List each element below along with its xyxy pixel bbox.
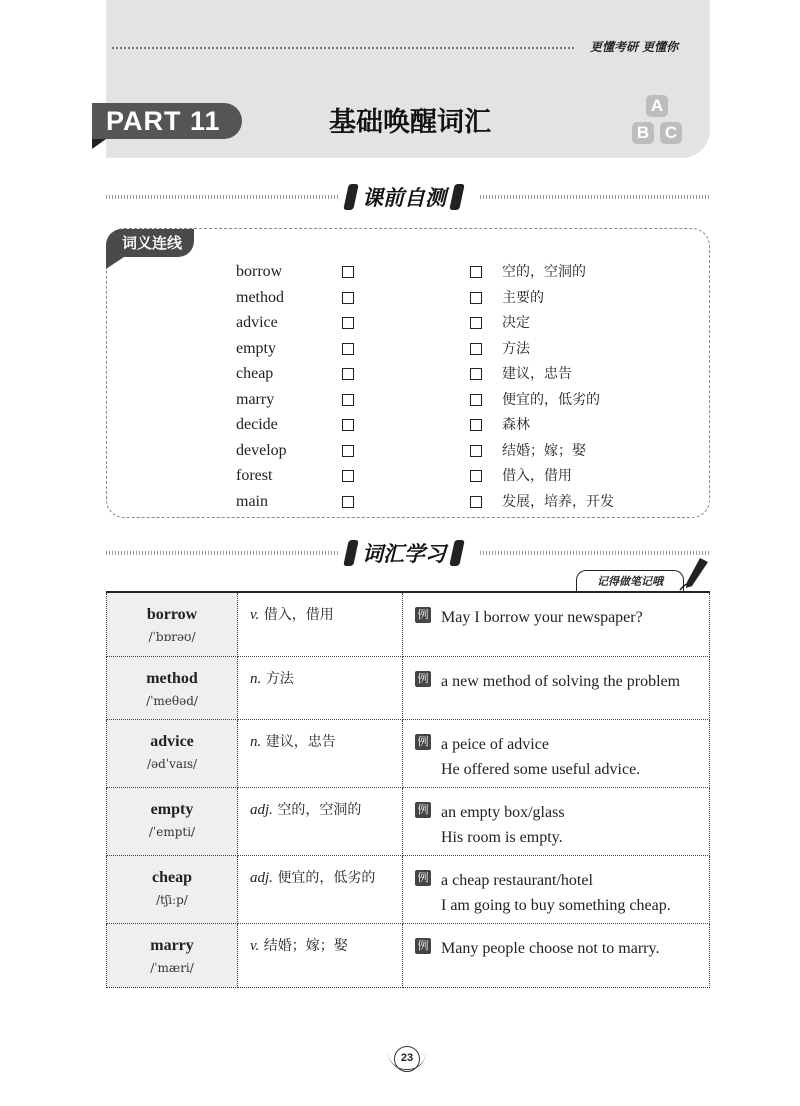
example-sentence: His room is empty.: [441, 828, 563, 846]
abc-block-b: B: [632, 122, 654, 144]
part-of-speech: n.: [250, 733, 262, 750]
part-of-speech: v.: [250, 937, 260, 954]
matching-row: [0, 413, 800, 437]
vocab-word-cell: [107, 923, 238, 987]
matching-word: main: [236, 492, 268, 510]
part-of-speech: adj.: [250, 801, 273, 818]
matching-row: [0, 260, 800, 284]
example-sentence: Many people choose not to marry.: [441, 939, 660, 957]
part-badge: PART 11: [92, 103, 242, 139]
example-marker-icon: 例: [415, 671, 431, 687]
match-checkbox-left[interactable]: [342, 394, 354, 406]
matching-word: decide: [236, 416, 278, 433]
vocab-word: method: [146, 669, 198, 687]
match-checkbox-right[interactable]: [470, 496, 482, 508]
example-sentence: a new method of solving the problem: [441, 672, 681, 690]
vocab-definition-cell: [238, 719, 403, 787]
vocab-example-cell: [403, 656, 710, 719]
example-sentence: a peice of advice: [441, 735, 549, 753]
example-sentence: I am going to buy something cheap.: [441, 896, 671, 914]
study-heading-label: 词汇学习: [362, 542, 446, 566]
vocab-phonetic: /ˈmeθəd/: [146, 693, 198, 708]
vocab-phonetic: /ˈempti/: [148, 824, 196, 839]
matching-row: [0, 362, 800, 386]
matching-meaning: 借入，借用: [502, 468, 572, 484]
matching-row: [0, 464, 800, 488]
abc-blocks-icon: [628, 95, 686, 147]
vocab-phonetic: /ˈmæri/: [150, 960, 194, 975]
vocab-word-cell: [107, 592, 238, 656]
pretest-heading-label: 课前自测: [362, 186, 446, 210]
matching-row: [0, 490, 800, 514]
vocab-word: cheap: [152, 868, 192, 886]
match-checkbox-right[interactable]: [470, 317, 482, 329]
vocab-definition: 结婚；嫁；娶: [263, 937, 348, 954]
vocab-definition-cell: [238, 656, 403, 719]
vocab-phonetic: /ˈbɒrəʊ/: [148, 630, 196, 644]
abc-block-c: C: [660, 122, 682, 144]
vocab-phonetic: /tʃiːp/: [156, 892, 188, 907]
pen-icon: [678, 556, 712, 592]
matching-meaning: 主要的: [502, 289, 544, 306]
vocab-definition-cell: [238, 855, 403, 923]
example-sentence: a cheap restaurant/hotel: [441, 871, 593, 889]
match-checkbox-left[interactable]: [342, 343, 354, 355]
header-slogan: 更懂考研 更懂你: [590, 40, 679, 54]
match-checkbox-right[interactable]: [470, 419, 482, 431]
example-marker-icon: 例: [415, 734, 431, 750]
vocabulary-table: [106, 591, 710, 988]
match-checkbox-right[interactable]: [470, 470, 482, 482]
part-of-speech: n.: [250, 670, 262, 687]
take-notes-tag: 记得做笔记哦: [576, 570, 684, 592]
match-checkbox-right[interactable]: [470, 292, 482, 304]
page-title: 基础唤醒词汇: [329, 107, 491, 138]
example-sentence: He offered some useful advice.: [441, 760, 641, 778]
match-checkbox-left[interactable]: [342, 419, 354, 431]
part-of-speech: adj.: [250, 869, 273, 886]
match-checkbox-right[interactable]: [470, 343, 482, 355]
matching-row: [0, 286, 800, 310]
example-marker-icon: 例: [415, 607, 431, 623]
match-checkbox-right[interactable]: [470, 394, 482, 406]
match-checkbox-left[interactable]: [342, 368, 354, 380]
matching-word: cheap: [236, 365, 274, 382]
vocab-word-cell: [107, 719, 238, 787]
vocab-row: [107, 719, 710, 787]
vocab-word-cell: [107, 656, 238, 719]
vocab-word: borrow: [146, 606, 198, 623]
vocab-row: [107, 656, 710, 719]
match-checkbox-right[interactable]: [470, 266, 482, 278]
vocab-definition: 建议，忠告: [265, 733, 336, 750]
vocab-row: [107, 592, 710, 656]
vocab-word-cell: [107, 855, 238, 923]
matching-row: [0, 439, 800, 463]
matching-meaning: 决定: [502, 315, 530, 331]
matching-row: [0, 388, 800, 412]
match-checkbox-left[interactable]: [342, 496, 354, 508]
matching-word: marry: [236, 390, 275, 408]
matching-word: forest: [236, 467, 273, 484]
matching-meaning: 森林: [502, 417, 530, 433]
matching-word: develop: [236, 441, 287, 459]
example-marker-icon: 例: [415, 938, 431, 954]
matching-meaning: 方法: [502, 340, 530, 357]
study-section-heading: [106, 536, 710, 570]
vocab-definition-cell: [238, 923, 403, 987]
part-of-speech: v.: [250, 607, 260, 623]
vocab-definition: 便宜的，低劣的: [277, 869, 376, 886]
matching-tab-label: 词义连线: [106, 229, 194, 257]
vocab-example-cell: [403, 592, 710, 656]
vocab-definition: 方法: [265, 670, 294, 687]
match-checkbox-left[interactable]: [342, 292, 354, 304]
vocab-row: [107, 855, 710, 923]
matching-word: empty: [236, 339, 276, 357]
match-checkbox-left[interactable]: [342, 317, 354, 329]
pretest-section-heading: [106, 180, 710, 214]
matching-meaning: 建议，忠告: [502, 366, 572, 382]
example-sentence: an empty box/glass: [441, 803, 565, 821]
match-checkbox-left[interactable]: [342, 266, 354, 278]
part-badge-tail: [92, 139, 106, 149]
vocab-definition: 空的，空洞的: [277, 801, 362, 818]
matching-meaning: 结婚；嫁；娶: [502, 442, 586, 459]
matching-row: [0, 337, 800, 361]
vocab-phonetic: /ədˈvaɪs/: [146, 756, 198, 771]
match-checkbox-left[interactable]: [342, 470, 354, 482]
abc-block-a: A: [646, 95, 668, 117]
vocab-example-cell: [403, 787, 710, 855]
example-marker-icon: 例: [415, 802, 431, 818]
vocab-word: marry: [150, 936, 194, 954]
example-marker-icon: 例: [415, 870, 431, 886]
matching-word: method: [236, 288, 284, 306]
vocab-word: empty: [150, 800, 194, 818]
vocab-word-cell: [107, 787, 238, 855]
example-sentence: May I borrow your newspaper?: [441, 609, 643, 626]
match-checkbox-left[interactable]: [342, 445, 354, 457]
vocab-row: [107, 923, 710, 987]
vocab-example-cell: [403, 719, 710, 787]
page-number: 23: [394, 1046, 420, 1072]
matching-row: [0, 311, 800, 335]
vocab-definition-cell: [238, 787, 403, 855]
vocab-row: [107, 787, 710, 855]
vocab-definition-cell: [238, 592, 403, 656]
header-divider: [112, 47, 574, 49]
matching-word: borrow: [236, 263, 283, 280]
vocab-word: advice: [150, 732, 194, 750]
matching-meaning: 便宜的，低劣的: [502, 391, 600, 408]
matching-meaning: 空的，空洞的: [502, 264, 586, 280]
match-checkbox-right[interactable]: [470, 445, 482, 457]
vocab-example-cell: [403, 923, 710, 987]
matching-word: advice: [236, 314, 278, 331]
vocab-example-cell: [403, 855, 710, 923]
matching-meaning: 发展，培养，开发: [502, 493, 614, 510]
match-checkbox-right[interactable]: [470, 368, 482, 380]
vocab-definition: 借入，借用: [263, 607, 334, 623]
